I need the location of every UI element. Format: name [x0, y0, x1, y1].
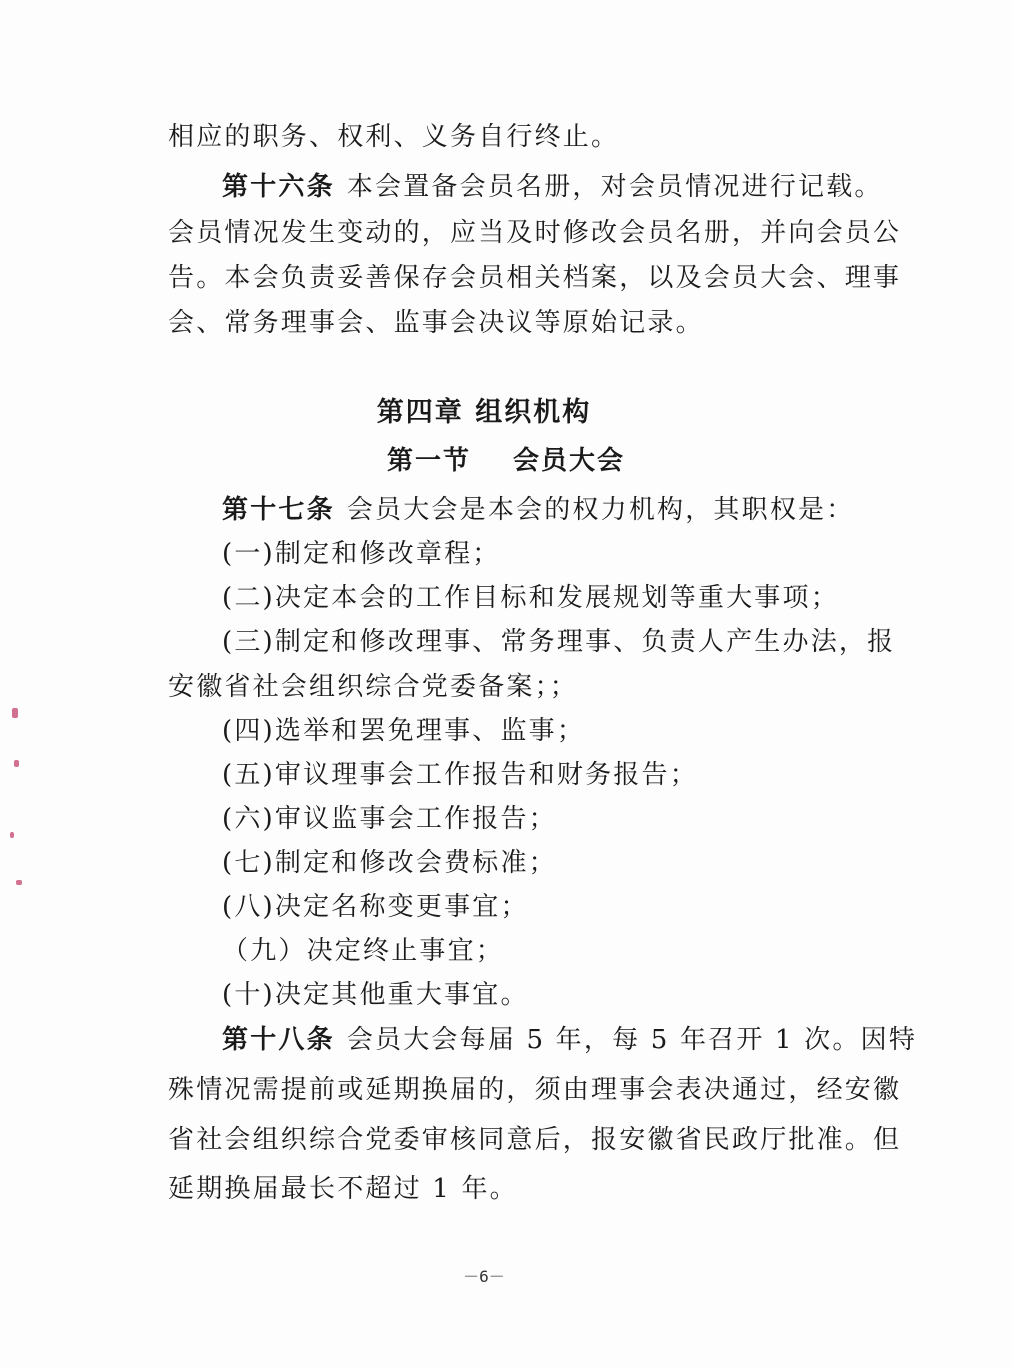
article-17-label: 第十七条	[222, 495, 335, 525]
list-item: (四)选举和罢免理事、监事；	[222, 716, 586, 746]
seal-edge-mark	[12, 708, 18, 718]
paragraph-line: 相应的职务、权利、义务自行终止。	[168, 122, 620, 152]
list-item: (五)审议理事会工作报告和财务报告；	[222, 760, 698, 790]
list-item: (六)审议监事会工作报告；	[222, 804, 557, 834]
list-item: (十)决定其他重大事宜。	[222, 980, 529, 1010]
seal-edge-mark	[10, 832, 14, 838]
paragraph-line: 会员情况发生变动的，应当及时修改会员名册，并向会员公	[168, 218, 902, 248]
paragraph-line: 省社会组织综合党委审核同意后，报安徽省民政厅批准。但	[168, 1125, 902, 1155]
chapter-title: 第四章 组织机构	[376, 397, 592, 428]
list-item: (一)制定和修改章程；	[222, 539, 501, 569]
list-item: （九）决定终止事宜；	[222, 936, 505, 966]
paragraph-line: 殊情况需提前或延期换届的，须由理事会表决通过，经安徽	[168, 1075, 902, 1105]
list-item: (七)制定和修改会费标准；	[222, 848, 557, 878]
paragraph-line: 告。本会负责妥善保存会员相关档案，以及会员大会、理事	[168, 263, 902, 293]
article-16-label: 第十六条	[222, 172, 335, 202]
seal-edge-mark	[16, 880, 22, 885]
section-title	[0, 440, 1012, 477]
article-18-label: 第十八条	[222, 1025, 335, 1055]
seal-edge-mark	[14, 760, 19, 767]
article-16-first-line: 第十六条 本会置备会员名册，对会员情况进行记载。	[222, 172, 883, 202]
list-item-continuation: 安徽省社会组织综合党委备案；；	[168, 672, 579, 702]
list-item: (二)决定本会的工作目标和发展规划等重大事项；	[222, 583, 839, 613]
section-name: 会员大会	[513, 446, 626, 476]
paragraph-line: 延期换届最长不超过 1 年。	[168, 1174, 518, 1204]
section-number: 第一节	[386, 446, 471, 476]
page-number: －6－	[463, 1267, 505, 1286]
paragraph-line: 会、常务理事会、监事会决议等原始记录。	[168, 308, 704, 338]
list-item: (八)决定名称变更事宜；	[222, 892, 529, 922]
article-18-first-line: 第十八条 会员大会每届 5 年，每 5 年召开 1 次。因特	[222, 1025, 918, 1055]
list-item: (三)制定和修改理事、常务理事、负责人产生办法，报	[222, 627, 896, 657]
article-17-first-line: 第十七条 会员大会是本会的权力机构，其职权是：	[222, 495, 855, 525]
